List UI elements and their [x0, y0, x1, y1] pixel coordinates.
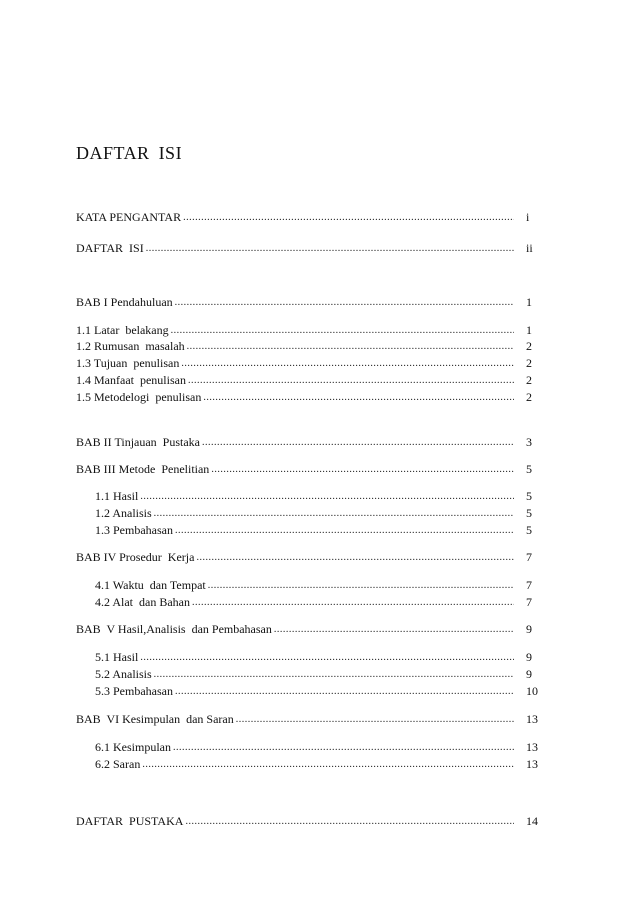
toc-entry-label: DAFTAR ISI — [76, 241, 144, 255]
toc-entry — [95, 576, 552, 592]
toc-entry-label: DAFTAR PUSTAKA — [76, 814, 184, 828]
toc-leader-dots — [208, 580, 514, 592]
toc-leader-dots — [236, 714, 514, 726]
toc-entry-label: 4.2 Alat dan Bahan — [95, 595, 190, 609]
toc-entry — [76, 460, 552, 476]
toc-entry — [76, 433, 552, 449]
page-title: DAFTAR ISI — [76, 143, 183, 163]
toc-entry-label: BAB III Metode Penelitian — [76, 462, 210, 476]
toc-leader-dots — [175, 686, 514, 698]
toc-leader-dots — [175, 525, 514, 537]
toc-entry-label: 1.3 Pembahasan — [95, 523, 173, 537]
toc-leader-dots — [140, 491, 514, 503]
toc-entry — [76, 371, 552, 387]
toc-leader-dots — [274, 624, 514, 636]
toc-leader-dots — [187, 341, 514, 353]
toc-entry-page: ii — [526, 241, 533, 255]
toc-entry-label: 1.1 Latar belakang — [76, 323, 169, 337]
toc-leader-dots — [173, 742, 514, 754]
toc-leader-dots — [196, 552, 514, 564]
toc-entry-page: 9 — [526, 622, 532, 636]
toc-leader-dots — [211, 464, 514, 476]
toc-leader-dots — [181, 358, 514, 370]
toc-entry — [76, 293, 552, 309]
toc-entry — [95, 682, 552, 698]
toc-entry-label: 1.2 Rumusan masalah — [76, 339, 185, 353]
toc-entry-label: 1.1 Hasil — [95, 489, 139, 503]
toc-entry-page: 13 — [526, 740, 538, 754]
toc-entry-label: BAB IV Prosedur Kerja — [76, 550, 195, 564]
toc-entry — [95, 521, 552, 537]
toc-entry-page: 7 — [526, 595, 532, 609]
toc-entry — [76, 354, 552, 370]
toc-entry-page: 5 — [526, 506, 532, 520]
toc-entry-page: 1 — [526, 323, 532, 337]
toc-leader-dots — [188, 375, 514, 387]
toc-leader-dots — [203, 392, 514, 404]
toc-leader-dots — [175, 297, 514, 309]
toc-entry-page: 3 — [526, 435, 532, 449]
toc-entry-page: 5 — [526, 523, 532, 537]
toc-entry-page: 7 — [526, 578, 532, 592]
toc-entry — [95, 593, 552, 609]
toc-entry — [76, 321, 552, 337]
toc-leader-dots — [140, 652, 514, 664]
toc-entry — [95, 648, 552, 664]
toc-entry-page: 5 — [526, 489, 532, 503]
toc-entry-label: 4.1 Waktu dan Tempat — [95, 578, 206, 592]
toc-entry — [76, 548, 552, 564]
toc-entry — [95, 487, 552, 503]
toc-leader-dots — [146, 243, 514, 255]
toc-entry — [76, 388, 552, 404]
toc-entry — [95, 755, 552, 771]
toc-entry-page: 7 — [526, 550, 532, 564]
toc-entry — [95, 665, 552, 681]
toc-entry-page: 2 — [526, 356, 532, 370]
toc-leader-dots — [142, 759, 514, 771]
toc-entry — [95, 738, 552, 754]
toc-entry-page: 9 — [526, 650, 532, 664]
toc-entry-page: i — [526, 210, 530, 224]
toc-entry-label: 1.4 Manfaat penulisan — [76, 373, 186, 387]
toc-entry-page: 1 — [526, 295, 532, 309]
toc-leader-dots — [154, 508, 514, 520]
toc-entry-label: 5.1 Hasil — [95, 650, 139, 664]
toc-entry — [76, 812, 552, 828]
toc-leader-dots — [202, 437, 514, 449]
toc-entry-page: 5 — [526, 462, 532, 476]
toc-leader-dots — [171, 325, 514, 337]
toc-entry-page: 2 — [526, 339, 532, 353]
toc-entry-page: 2 — [526, 390, 532, 404]
toc-entry — [76, 710, 552, 726]
toc-leader-dots — [185, 816, 514, 828]
toc-entry-label: 5.3 Pembahasan — [95, 684, 173, 698]
toc-entry-page: 14 — [526, 814, 538, 828]
toc-entry-page: 2 — [526, 373, 532, 387]
toc-entry-page: 9 — [526, 667, 532, 681]
toc-entry-label: 1.3 Tujuan penulisan — [76, 356, 180, 370]
toc-leader-dots — [154, 669, 514, 681]
toc-entry-label: BAB II Tinjauan Pustaka — [76, 435, 201, 449]
toc-entry-label: BAB V Hasil,Analisis dan Pembahasan — [76, 622, 272, 636]
toc-entry-label: 5.2 Analisis — [95, 667, 152, 681]
toc-entry-label: 1.2 Analisis — [95, 506, 152, 520]
toc-entry-label: 6.2 Saran — [95, 757, 141, 771]
toc-entry-page: 10 — [526, 684, 538, 698]
toc-leader-dots — [192, 597, 514, 609]
toc-entry — [95, 504, 552, 520]
toc-entry-label: BAB I Pendahuluan — [76, 295, 173, 309]
toc-entry-page: 13 — [526, 757, 538, 771]
toc-entry-label: 1.5 Metodelogi penulisan — [76, 390, 202, 404]
toc-entry-label: 6.1 Kesimpulan — [95, 740, 171, 754]
toc-entry — [76, 620, 552, 636]
toc-entry-label: KATA PENGANTAR — [76, 210, 182, 224]
toc-entry — [76, 337, 552, 353]
toc-entry-page: 13 — [526, 712, 538, 726]
toc-entry-label: BAB VI Kesimpulan dan Saran — [76, 712, 234, 726]
toc-entry — [76, 239, 552, 255]
toc-leader-dots — [183, 212, 514, 224]
toc-entry — [76, 208, 552, 224]
